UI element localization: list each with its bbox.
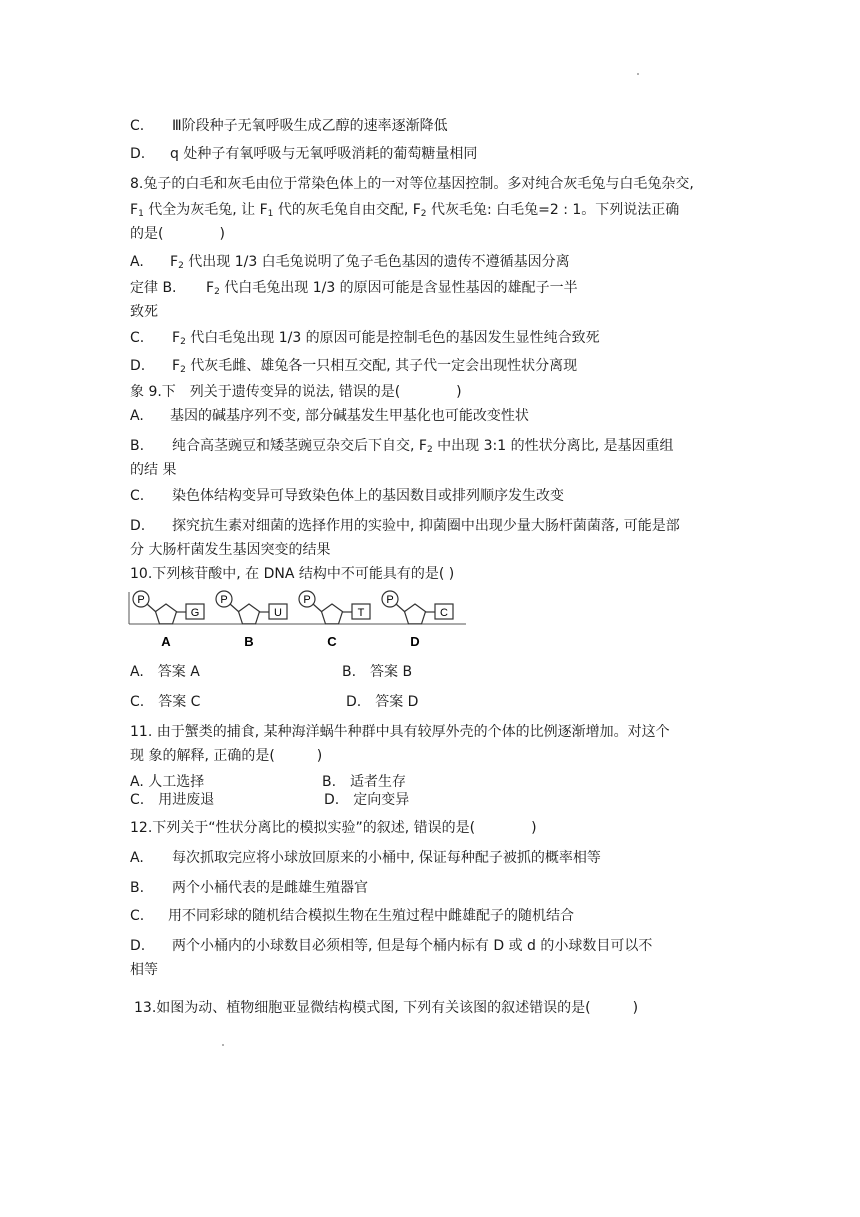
q9-option-d: 探究抗生素对细菌的选择作用的实验中, 抑菌圈中出现少量大肠杆菌菌落, 可能是部 (172, 518, 680, 534)
q8-stem-line3: 的是( ) (130, 226, 225, 242)
q9-option-d-cont: 分 大肠杆菌发生基因突变的结果 (130, 542, 331, 558)
nucleotide-B (216, 591, 287, 649)
q12-option-c-label: C. (130, 908, 145, 924)
q11-stem-line1: 11. 由于蟹类的捕食, 某种海洋蜗牛种群中具有较厚外壳的个体的比例逐渐增加。对这个 (130, 724, 670, 740)
phosphate-bond (147, 604, 156, 612)
nucleotide-option-label: A (161, 634, 171, 649)
pentose-sugar (405, 604, 426, 624)
phosphate-bond (396, 604, 405, 612)
phosphate-label: P (220, 594, 228, 606)
nucleotide-option-label: C (327, 634, 337, 649)
q12-option-d: 两个小桶内的小球数目必须相等, 但是每个桶内标有 D 或 d 的小球数目可以不 (172, 938, 653, 954)
scan-dot (222, 1044, 224, 1046)
q9-option-a: 基因的碱基序列不变, 部分碱基发生甲基化也可能改变性状 (170, 408, 529, 424)
q7-option-c: Ⅲ阶段种子无氧呼吸生成乙醇的速率逐渐降低 (172, 118, 448, 134)
q8-option-c: $F_2$ 代白毛兔出现 1/3 的原因可能是控制毛色的基因发生显性纯合致死 (172, 330, 600, 347)
q12-option-d-label: D. (130, 938, 146, 954)
q11-option-d: D. 定向变异 (324, 792, 410, 808)
q12-option-d-cont: 相等 (130, 962, 158, 978)
q8-option-a-cont: 定律 B. (130, 280, 177, 296)
q12-option-a: 每次抓取完应将小球放回原来的小桶中, 保证每种配子被抓的概率相等 (172, 850, 601, 866)
q8-option-d: $F_2$ 代灰毛雌、雄兔各一只相互交配, 其子代一定会出现性状分离现 (172, 358, 578, 375)
nucleotide-option-label: B (244, 634, 254, 649)
nucleotide-D (382, 591, 453, 649)
q8-option-a-label: A. (130, 254, 144, 270)
q10-stem: 10.下列核苷酸中, 在 DNA 结构中不可能具有的是( ) (130, 566, 455, 582)
q7-option-d: q 处种子有氧呼吸与无氧呼吸消耗的葡萄糖量相同 (170, 146, 478, 162)
q8-stem-line1: 8.兔子的白毛和灰毛由位于常染色体上的一对等位基因控制。多对纯合灰毛兔与白毛兔杂交, (130, 176, 694, 192)
pentose-sugar (156, 604, 177, 624)
q10-option-a: A. 答案 A (130, 664, 200, 680)
q9-option-c-label: C. (130, 488, 145, 504)
q12-stem: 12.下列关于“性状分离比的模拟实验”的叙述, 错误的是( ) (130, 820, 537, 836)
q8-option-b-cont: 致死 (130, 304, 158, 320)
q10-option-b: B. 答案 B (342, 664, 413, 680)
phosphate-label: P (386, 594, 394, 606)
nucleotide-C (299, 591, 370, 649)
q8-option-b: $F_2$ 代白毛兔出现 1/3 的原因可能是含显性基因的雄配子一半 (206, 280, 578, 297)
nucleotide-figure (128, 588, 468, 650)
q11-option-c: C. 用进废退 (130, 792, 215, 808)
q12-option-c: 用不同彩球的随机结合模拟生物在生殖过程中雌雄配子的随机结合 (168, 908, 574, 924)
nucleotide-A (133, 591, 204, 649)
nucleotide-option-label: D (410, 634, 420, 649)
q12-option-b-label: B. (130, 880, 145, 896)
phosphate-bond (313, 604, 322, 612)
q9-option-c: 染色体结构变异可导致染色体上的基因数目或排列顺序发生改变 (172, 488, 564, 504)
pentose-sugar (322, 604, 343, 624)
q8-option-d-label: D. (130, 358, 146, 374)
base-label: G (190, 607, 200, 619)
phosphate-label: P (137, 594, 145, 606)
base-label: C (440, 607, 448, 619)
base-label: T (357, 607, 365, 619)
q9-option-b: 纯合高茎豌豆和矮茎豌豆杂交后下自交, $F_2$ 中出现 3:1 的性状分离比, 是基因重组 (172, 438, 674, 455)
q8-stem-line2: $F_1$ 代全为灰毛兔, 让 $F_1$ 代的灰毛兔自由交配, $F_2$ 代灰毛兔: 白毛兔=2 : 1。下列说法正确 (130, 202, 680, 219)
q11-option-b: B. 适者生存 (322, 774, 407, 790)
q11-option-a: A. 人工选择 (130, 774, 205, 790)
q8-option-a: $F_2$ 代出现 1/3 白毛兔说明了兔子毛色基因的遗传不遵循基因分离 (170, 254, 570, 271)
phosphate-label: P (303, 594, 311, 606)
q9-option-a-label: A. (130, 408, 144, 424)
q7-option-d-label: D. (130, 146, 146, 162)
q12-option-b: 两个小桶代表的是雌雄生殖器官 (172, 880, 368, 896)
q9-option-b-label: B. (130, 438, 145, 454)
q8-option-c-label: C. (130, 330, 145, 346)
q10-option-d: D. 答案 D (346, 694, 419, 710)
q9-option-b-cont: 的结 果 (130, 462, 177, 478)
q11-stem-line2: 现 象的解释, 正确的是( ) (130, 748, 323, 764)
q13-stem: 13.如图为动、植物细胞亚显微结构模式图, 下列有关该图的叙述错误的是( ) (134, 1000, 639, 1016)
q9-option-d-label: D. (130, 518, 146, 534)
q12-option-a-label: A. (130, 850, 144, 866)
base-label: U (274, 607, 282, 619)
pentose-sugar (239, 604, 260, 624)
q10-option-c: C. 答案 C (130, 694, 201, 710)
q8-option-d-cont-q9-stem: 象 9.下 列关于遗传变异的说法, 错误的是( ) (130, 384, 462, 400)
q7-option-c-label: C. (130, 118, 145, 134)
scan-dot (637, 73, 639, 75)
phosphate-bond (230, 604, 239, 612)
